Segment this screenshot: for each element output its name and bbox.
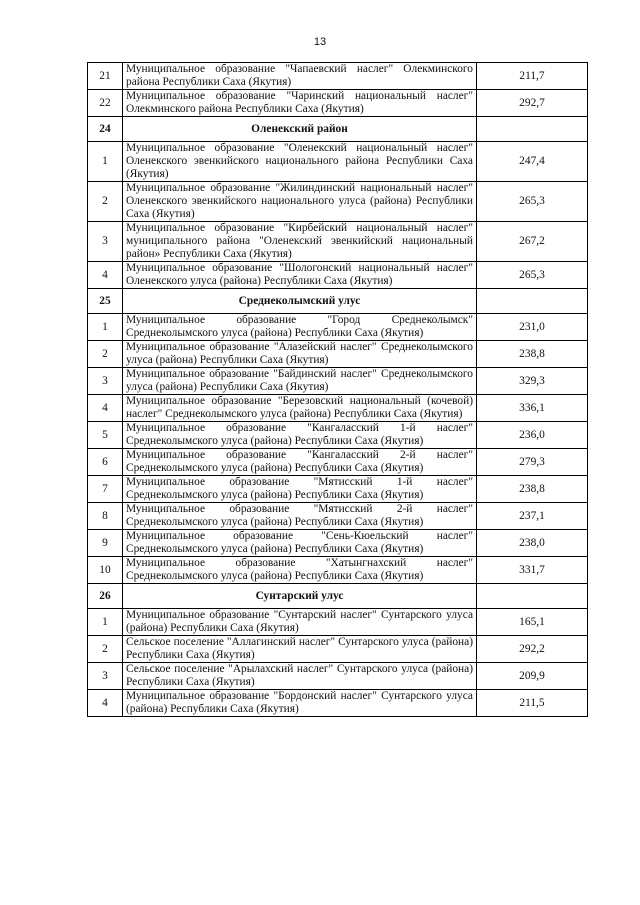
row-number: 4 [88, 690, 123, 717]
row-value: 237,1 [477, 503, 588, 530]
page-number: 13 [313, 36, 327, 48]
municipality-name: Муниципальное образование "Березовский национальный (кочевой) наслег" Среднеколымского улуса (района) Республики Саха (Якутия) [123, 395, 477, 422]
table-row [88, 690, 588, 717]
row-number: 9 [88, 530, 123, 557]
municipality-name: Муниципальное образование "Кангаласский 1-й наслег" Среднеколымского улуса (района) Республики Саха (Якутия) [123, 422, 477, 449]
table-row [88, 609, 588, 636]
municipality-name: Муниципальное образование "Байдинский наслег" Среднеколымского улуса (района) Республики Саха (Якутия) [123, 368, 477, 395]
section-value-cell [477, 584, 588, 609]
municipality-name: Муниципальное образование "Мятисский 1-й наслег" Среднеколымского улуса (района) Республики Саха (Якутия) [123, 476, 477, 503]
row-number: 6 [88, 449, 123, 476]
row-number: 5 [88, 422, 123, 449]
table-row [88, 182, 588, 222]
section-number: 26 [88, 584, 123, 609]
municipality-table [87, 62, 588, 717]
row-number: 1 [88, 314, 123, 341]
row-number: 3 [88, 222, 123, 262]
row-number: 7 [88, 476, 123, 503]
row-value: 238,8 [477, 476, 588, 503]
row-value: 165,1 [477, 609, 588, 636]
municipality-name: Сельское поселение "Арылахский наслег" Сунтарского улуса (района) Республики Саха (Якутия) [123, 663, 477, 690]
municipality-name: Муниципальное образование "Жилиндинский национальный наслег" Оленекского эвенкийского национального улуса (района) Республики Саха (Якутия) [123, 182, 477, 222]
municipality-name: Муниципальное образование "Чаринский национальный наслег" Олекминского района Республики Саха (Якутия) [123, 90, 477, 117]
row-number: 21 [88, 63, 123, 90]
municipality-name: Муниципальное образование "Кирбейский национальный наслег" муниципального района "Оленекский эвенкийский национальный район» Республики Саха (Якутия) [123, 222, 477, 262]
municipality-name: Муниципальное образование "Город Среднеколымск" Среднеколымского улуса (района) Республики Саха (Якутия) [123, 314, 477, 341]
municipality-name: Муниципальное образование "Алазейский наслег" Среднеколымского улуса (района) Республики Саха (Якутия) [123, 341, 477, 368]
municipality-name: Муниципальное образование "Сунтарский наслег" Сунтарского улуса (района) Республики Саха (Якутия) [123, 609, 477, 636]
row-number: 3 [88, 368, 123, 395]
row-value: 247,4 [477, 142, 588, 182]
section-title: Сунтарский улус [123, 584, 477, 609]
row-number: 22 [88, 90, 123, 117]
section-header-row [88, 584, 588, 609]
row-number: 2 [88, 636, 123, 663]
row-number: 8 [88, 503, 123, 530]
table-row [88, 663, 588, 690]
row-value: 265,3 [477, 182, 588, 222]
section-header-row [88, 117, 588, 142]
row-value: 211,7 [477, 63, 588, 90]
row-number: 1 [88, 609, 123, 636]
table-row [88, 476, 588, 503]
municipality-name: Муниципальное образование "Мятисский 2-й наслег" Среднеколымского улуса (района) Республики Саха (Якутия) [123, 503, 477, 530]
municipality-name: Муниципальное образование "Шологонский национальный наслег" Оленекского улуса (района) Республики Саха (Якутия) [123, 262, 477, 289]
municipality-name: Муниципальное образование "Оленекский национальный наслег" Оленекского эвенкийского национального района Республики Саха (Якутия) [123, 142, 477, 182]
section-value-cell [477, 117, 588, 142]
row-number: 4 [88, 395, 123, 422]
section-header-row [88, 289, 588, 314]
section-title: Оленекский район [123, 117, 477, 142]
table-row [88, 557, 588, 584]
row-number: 3 [88, 663, 123, 690]
municipality-name: Муниципальное образование "Чапаевский наслег" Олекминского района Республики Саха (Якутия) [123, 63, 477, 90]
table-row [88, 314, 588, 341]
row-value: 236,0 [477, 422, 588, 449]
table-row [88, 341, 588, 368]
table-row [88, 262, 588, 289]
section-value-cell [477, 289, 588, 314]
row-value: 336,1 [477, 395, 588, 422]
section-title: Среднеколымский улус [123, 289, 477, 314]
table-row [88, 503, 588, 530]
table-row [88, 636, 588, 663]
table-row [88, 90, 588, 117]
row-number: 2 [88, 341, 123, 368]
table-row [88, 530, 588, 557]
row-number: 2 [88, 182, 123, 222]
row-value: 292,2 [477, 636, 588, 663]
row-value: 265,3 [477, 262, 588, 289]
row-value: 238,0 [477, 530, 588, 557]
row-value: 279,3 [477, 449, 588, 476]
table-row [88, 142, 588, 182]
section-number: 25 [88, 289, 123, 314]
table-row [88, 63, 588, 90]
table-row [88, 395, 588, 422]
row-number: 4 [88, 262, 123, 289]
table-row [88, 449, 588, 476]
row-value: 292,7 [477, 90, 588, 117]
row-number: 1 [88, 142, 123, 182]
table-row [88, 422, 588, 449]
row-value: 238,8 [477, 341, 588, 368]
row-value: 209,9 [477, 663, 588, 690]
municipality-name: Муниципальное образование "Хатынгнахский наслег" Среднеколымского улуса (района) Республики Саха (Якутия) [123, 557, 477, 584]
municipality-name: Сельское поселение "Аллагинский наслег" Сунтарского улуса (района) Республики Саха (Якутия) [123, 636, 477, 663]
row-value: 211,5 [477, 690, 588, 717]
row-value: 329,3 [477, 368, 588, 395]
table-row [88, 368, 588, 395]
section-number: 24 [88, 117, 123, 142]
municipality-name: Муниципальное образование "Бордонский наслег" Сунтарского улуса (района) Республики Саха (Якутия) [123, 690, 477, 717]
row-number: 10 [88, 557, 123, 584]
row-value: 267,2 [477, 222, 588, 262]
municipality-name: Муниципальное образование "Кангаласский 2-й наслег" Среднеколымского улуса (района) Республики Саха (Якутия) [123, 449, 477, 476]
municipality-name: Муниципальное образование "Сень-Кюельский наслег" Среднеколымского улуса (района) Республики Саха (Якутия) [123, 530, 477, 557]
table-row [88, 222, 588, 262]
row-value: 331,7 [477, 557, 588, 584]
row-value: 231,0 [477, 314, 588, 341]
